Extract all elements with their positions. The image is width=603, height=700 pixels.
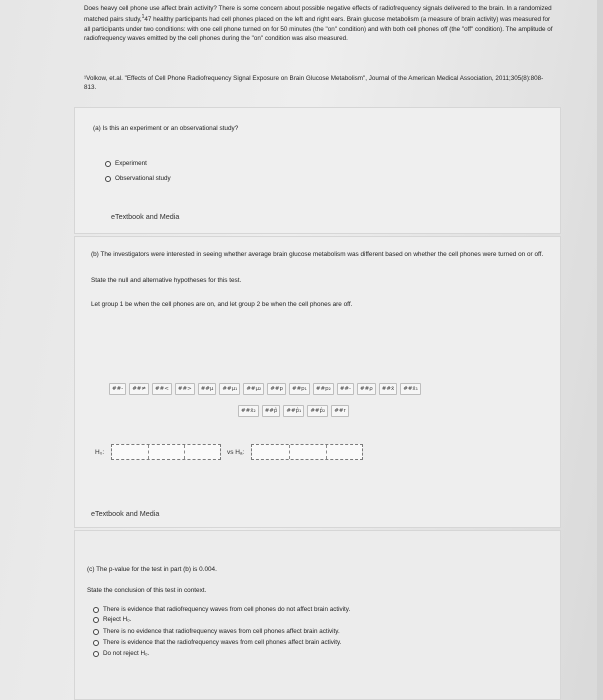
radio-button[interactable] [105, 161, 111, 167]
problem-statement [84, 4, 554, 43]
radio-button[interactable] [93, 617, 99, 623]
conclusion-option-1[interactable] [93, 605, 350, 614]
null-hypothesis-input[interactable] [111, 444, 221, 460]
part-b-panel [74, 236, 561, 528]
math-symbol-button[interactable]: ##p̂ [262, 405, 281, 417]
option-label: Experiment [115, 160, 147, 167]
group-definition: Let group 1 be when the cell phones are on, and let group 2 be when the cell phones are off. [91, 301, 353, 308]
part-b-instruction: State the null and alternative hypotheses for this test. [91, 277, 242, 284]
math-symbol-button[interactable]: ##r [331, 405, 348, 417]
option-label: Do not reject H₀. [103, 650, 150, 657]
citation: ¹Volkow, et.al. "Effects of Cell Phone Radiofrequency Signal Exposure on Brain Glucose Metabolism", Journal of the American Medical Association, 2011;305(8):808-813. [84, 75, 544, 92]
etextbook-link[interactable]: eTextbook and Media [111, 212, 180, 221]
math-symbol-button[interactable]: ##p [267, 383, 286, 395]
part-c-panel [74, 530, 561, 700]
option-label: Reject H₀. [103, 616, 132, 623]
math-symbol-button[interactable]: ##μ₂ [243, 383, 264, 395]
math-symbol-button[interactable]: ##p₁ [289, 383, 310, 395]
alternative-hypothesis-input[interactable] [251, 444, 363, 460]
math-symbol-button[interactable]: ##ρ [357, 383, 376, 395]
math-symbol-button[interactable]: ##> [175, 383, 195, 395]
conclusion-option-2[interactable] [93, 615, 132, 624]
math-symbol-button[interactable]: ##x̄₁ [400, 383, 421, 395]
alternative-hypothesis-label: vs Hₐ: [227, 449, 245, 456]
footnote-mark: 1 [141, 14, 145, 21]
conclusion-option-5[interactable] [93, 649, 149, 658]
null-hypothesis-label: H₀: [95, 449, 105, 456]
radio-button[interactable] [93, 640, 99, 646]
option-label: There is evidence that the radiofrequency waves from cell phones affect brain activity. [103, 639, 342, 646]
math-symbol-button[interactable]: ##μ₁ [219, 383, 240, 395]
math-symbol-button[interactable]: ##x̄ [379, 383, 397, 395]
option-label: There is evidence that radiofrequency waves from cell phones do not affect brain activity. [103, 606, 351, 613]
conclusion-option-4[interactable] [93, 638, 341, 647]
radio-button[interactable] [93, 629, 99, 635]
math-symbol-button[interactable]: ##p̂₂ [307, 405, 328, 417]
part-a-panel [74, 107, 561, 234]
math-symbol-button[interactable]: ##- [109, 383, 126, 395]
radio-button[interactable] [105, 176, 111, 182]
radio-button[interactable] [93, 651, 99, 657]
part-a-question: (a) Is this an experiment or an observational study? [93, 125, 239, 132]
math-symbol-button[interactable]: ##≠ [129, 383, 149, 395]
part-c-instruction: State the conclusion of this test in context. [87, 587, 207, 594]
math-symbol-button[interactable]: ##p̂₁ [283, 405, 304, 417]
option-label: There is no evidence that radiofrequency waves from cell phones affect brain activity. [103, 628, 340, 635]
intro-text-continued: 47 healthy participants had cell phones placed on the left and right ears. Brain glucose metabolism (a measure of brain activity) was measured for all participants under two conditions: with one cell phone turned on for 50 minutes (the "on" condition) and with both cell phones off (the "off" condition). The amplitude of radiofrequency waves emitted by the cell phones during the "on" condition was also measured. [84, 16, 553, 42]
part-b-question: (b) The investigators were interested in seeing whether average brain glucose metabolism was different based on whether the cell phones were turned on or off. [91, 251, 544, 258]
option-label: Observational study [115, 175, 171, 182]
math-symbol-button[interactable]: ##- [337, 383, 354, 395]
math-symbol-button[interactable]: ##p₂ [313, 383, 334, 395]
radio-button[interactable] [93, 607, 99, 613]
conclusion-option-3[interactable] [93, 627, 340, 636]
part-c-question: (c) The p-value for the test in part (b) is 0.004. [87, 566, 217, 573]
math-symbol-button[interactable]: ##x̄₂ [238, 405, 259, 417]
math-toolbar-row-2 [238, 405, 349, 417]
math-toolbar-row-1 [109, 383, 421, 395]
option-observational-study[interactable] [105, 174, 171, 183]
intro-text: Does heavy cell phone use affect brain activity? There is some concern about possible negative effects of radiofrequency signals delivered to the brain. In a randomized matched pairs study, [84, 5, 552, 24]
math-symbol-button[interactable]: ##< [152, 383, 172, 395]
etextbook-link[interactable]: eTextbook and Media [91, 509, 160, 518]
option-experiment[interactable] [105, 159, 147, 168]
page-scrollbar[interactable] [597, 0, 603, 700]
math-symbol-button[interactable]: ##μ [198, 383, 217, 395]
